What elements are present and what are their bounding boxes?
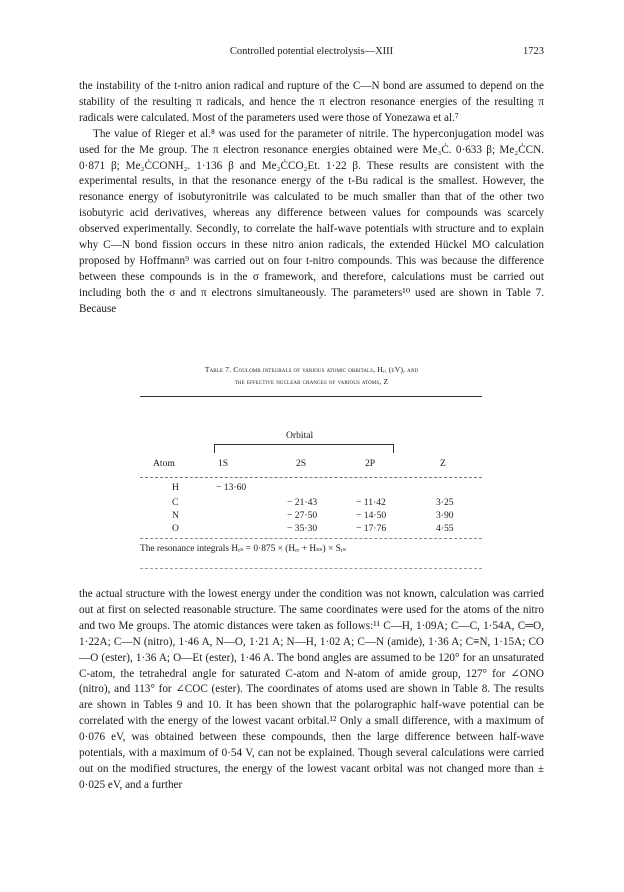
orbital-bracket [214,444,394,453]
row-o-z: 4·55 [436,523,454,534]
row-c-atom: C [172,497,179,508]
row-o-atom: O [172,523,179,534]
paragraph-1: the instability of the t-nitro anion radical and rupture of the C—N bond are assumed to depend on the stability of the resulting π radicals, and hence the π electron resonance energies of the resulting π radicals were calculated. Most of the parameters used were those of Yonezawa et al.⁷ [79,80,544,124]
page-header [79,46,544,62]
table-caption [79,364,544,388]
caption-line-1: Table 7. Coulomb integrals of various atomic orbitals, Hᵣᵣ (eV), and [204,365,419,374]
row-h-1s: − 13·60 [216,482,247,493]
row-c-2s: − 21·43 [287,497,318,508]
row-o-2p: − 17·76 [356,523,387,534]
col-2s-header: 2S [296,458,307,469]
body-top [79,79,544,318]
col-z-header: Z [440,458,446,469]
paragraph-2: The value of Rieger et al.⁸ was used for the parameter of nitrile. The hyperconjugation model was used for the Me group. The π electron resonance energies obtained were Me₃Ċ. 0·633 β; Me₂ĊCN. 0·871 β; Me₂ĊCONH₂. 1·136 β and Me₂ĊCO₂Et. 1·22 β. These results are consistent with the experimental results, in that the resonance energy of the t-Bu radical is the smallest. However, the resonance energy of isobutyronitrile was calculated to be much smaller than that of the other two isobutyric acid derivatives, whereas any difference between values for compounds was scarcely observed experimentally. Secondly, to correlate the half-wave potentials with structure and to explain why C—N bond fission occurs in these nitro anion radicals, the extended Hückel MO calculation proposed by Hoffmann⁹ was carried out on four t-nitro compounds. This was because the difference between these compounds is in the σ framework, and therefore, calculations must be carried out including both the σ and π electrons simultaneously. The parameters¹⁰ used are shown in Table 7. Because [79,127,544,315]
table-header-rule [140,477,482,478]
running-title: Controlled potential electrolysis—XIII [229,46,394,57]
table-top-rule [140,396,482,397]
page-number: 1723 [523,46,544,57]
row-n-atom: N [172,510,179,521]
paragraph-3: the actual structure with the lowest energy under the condition was not known, calculation was carried out at first on selected reasonable structure. The same coordinates were used for the atoms of the nitro and two Me groups. The atomic distances were taken as follows:¹¹ C—H, 1·09A; C—C, 1·54A, C═O, 1·22A; C—N (nitro), 1·46 A, N—O, 1·21 A; N—H, 1·02 A; C—N (amide), 1·36 A; C≡N, 1·15A; CO—O (ester), 1·36 A; O—Et (ester), 1·46 A. The bond angles are assumed to be 120° for an unsaturated C-atom, the tetrahedral angle for saturated C-atom and N-atom of amide group, 127° for ∠ONO (nitro), and 113° for ∠COC (ester). The coordinates of atoms used are shown in Table 8. The results are shown in Tables 9 and 10. It has been shown that the polarographic half-wave potential can be correlated with the energy of the lowest vacant orbital.¹² Only a small difference, with a maximum of 0·076 eV, was obtained between these compounds, then the large difference between half-wave potentials, with a maximum of 0·54 V, can not be explained. Though several calculations were carried out on the modified structures, the energy of the lowest vacant orbital was not changed more than ± 0·025 eV, and a further [79,588,544,791]
orbital-header: Orbital [286,430,314,441]
col-atom-header: Atom [153,458,175,469]
col-2p-header: 2P [365,458,376,469]
row-n-2s: − 27·50 [287,510,318,521]
row-c-z: 3·25 [436,497,454,508]
row-o-2s: − 35·30 [287,523,318,534]
col-1s-header: 1S [218,458,229,469]
row-n-z: 3·90 [436,510,454,521]
row-n-2p: − 14·50 [356,510,387,521]
table-end-rule [140,568,482,569]
row-h-atom: H [172,482,179,493]
table-note: The resonance integrals Hᵣₛ = 0·875 × (Hᵣᵣ + Hₛₛ) × Sᵣₛ [140,544,347,554]
table-bottom-rule [140,538,482,539]
body-bottom [79,587,544,794]
caption-line-2: the effective nuclear changes of various atoms, Z [234,377,389,386]
row-c-2p: − 11·42 [356,497,386,508]
